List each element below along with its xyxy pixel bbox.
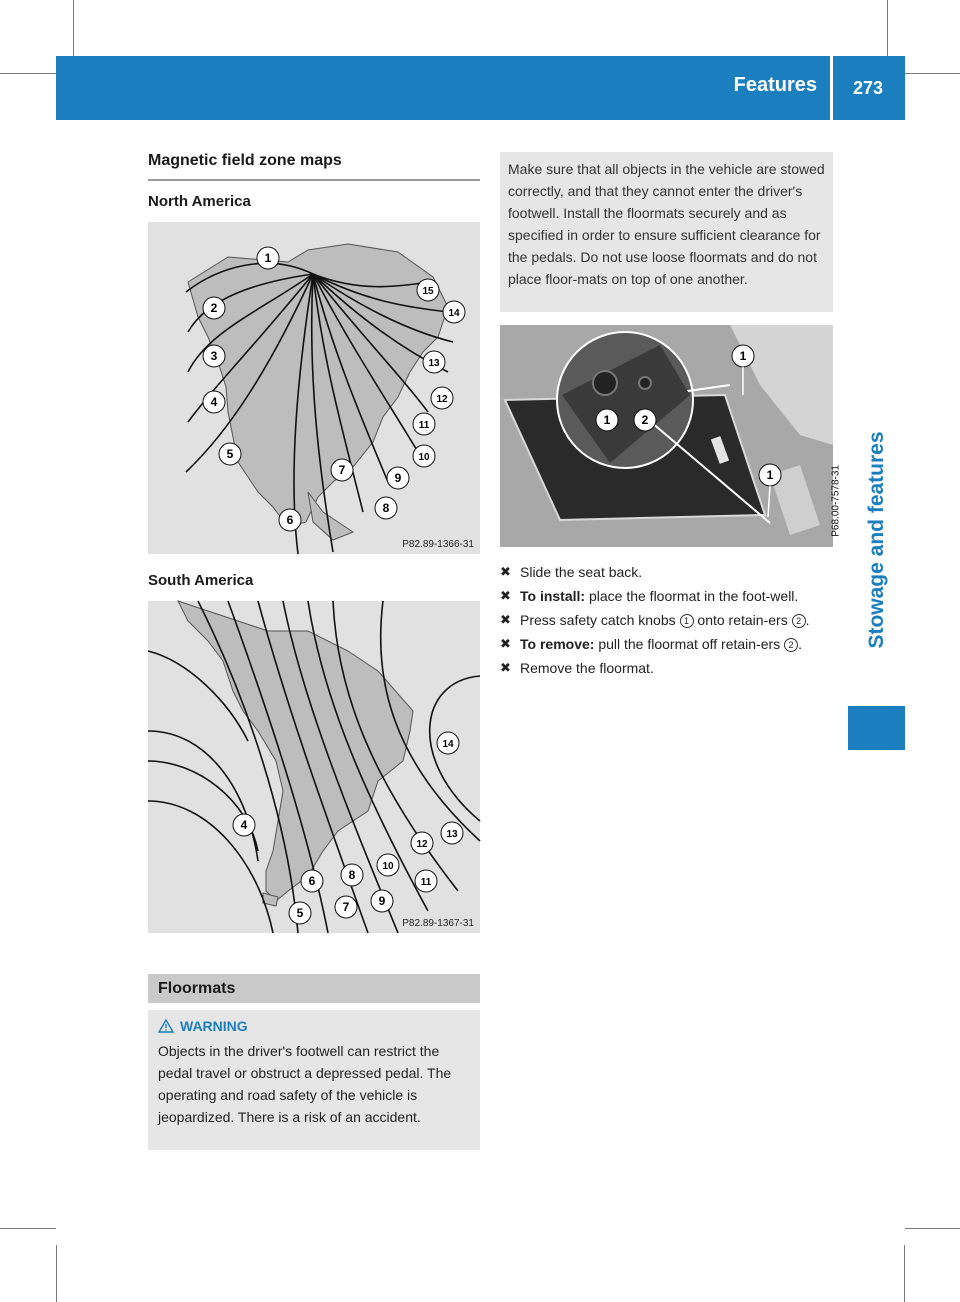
svg-text:15: 15 — [422, 286, 434, 297]
figure-code: P82.89-1366-31 — [402, 539, 474, 550]
header-divider — [830, 56, 833, 120]
zone-marker — [203, 391, 225, 413]
chapter-tab-label: Stowage and features — [864, 431, 888, 649]
south-america-heading: South America — [148, 572, 254, 589]
zone-marker — [335, 896, 357, 918]
callout-marker — [634, 409, 656, 431]
ref-marker: 1 — [680, 614, 694, 628]
section-title: Features — [733, 74, 817, 96]
crop-mark — [73, 0, 74, 56]
floormats-heading: Floormats — [148, 974, 480, 1003]
step-arrow-icon: ✖ — [500, 636, 511, 651]
zone-marker — [415, 870, 437, 892]
step-arrow-icon: ✖ — [500, 660, 511, 675]
crop-mark — [0, 1228, 56, 1229]
svg-text:8: 8 — [382, 501, 390, 515]
step-lead: To install: — [520, 588, 586, 604]
instruction-list — [500, 562, 833, 682]
figure-code: P68.00-7578-31 — [831, 465, 842, 537]
zone-marker — [431, 387, 453, 409]
zone-marker — [443, 301, 465, 323]
zone-marker — [289, 902, 311, 924]
svg-text:6: 6 — [286, 513, 294, 527]
step-arrow-icon: ✖ — [500, 612, 511, 627]
svg-text:11: 11 — [420, 877, 432, 888]
zone-marker — [411, 832, 433, 854]
svg-text:14: 14 — [442, 739, 454, 750]
svg-text:9: 9 — [378, 894, 386, 908]
zone-marker — [413, 413, 435, 435]
page-header — [56, 56, 905, 120]
ref-marker: 2 — [792, 614, 806, 628]
zone-marker — [301, 870, 323, 892]
warning-title — [158, 1018, 470, 1034]
step-text: onto retain-ers — [697, 612, 788, 628]
zone-marker — [417, 279, 439, 301]
warning-triangle-icon — [158, 1019, 174, 1033]
warning-text: Objects in the driver's footwell can restrict the pedal travel or obstruct a depressed pedal. The operating and road safety of the vehicle is jeopardized. There is a risk of an accident. — [158, 1043, 452, 1125]
svg-text:1: 1 — [766, 468, 774, 482]
svg-text:8: 8 — [348, 868, 356, 882]
zone-marker — [437, 732, 459, 754]
svg-text:7: 7 — [338, 463, 346, 477]
north-america-map — [148, 222, 480, 554]
zone-marker — [341, 864, 363, 886]
instruction-step — [500, 562, 833, 582]
zone-marker — [375, 497, 397, 519]
figure-code: P82.89-1367-31 — [402, 918, 474, 929]
warning-box — [148, 1010, 480, 1150]
svg-text:10: 10 — [418, 452, 430, 463]
south-america-map — [148, 601, 480, 933]
svg-text:3: 3 — [210, 349, 218, 363]
chapter-marker — [848, 706, 905, 750]
svg-text:2: 2 — [641, 413, 649, 427]
zone-marker — [257, 247, 279, 269]
crop-mark — [904, 1245, 905, 1302]
zone-marker — [377, 854, 399, 876]
north-america-map-drawing — [148, 222, 480, 554]
zone-marker — [331, 459, 353, 481]
zone-marker — [413, 445, 435, 467]
warning-label: WARNING — [180, 1018, 248, 1034]
crop-mark — [905, 1228, 960, 1229]
svg-text:2: 2 — [210, 301, 218, 315]
svg-text:4: 4 — [210, 395, 218, 409]
callout-marker — [759, 464, 781, 486]
north-america-heading: North America — [148, 193, 251, 210]
instruction-step — [500, 586, 833, 606]
zone-marker — [233, 814, 255, 836]
floormat-photo — [500, 325, 842, 547]
svg-text:6: 6 — [308, 874, 316, 888]
callout-marker — [732, 345, 754, 367]
svg-text:11: 11 — [418, 420, 430, 431]
section-heading: Magnetic field zone maps — [148, 152, 480, 181]
svg-text:12: 12 — [436, 394, 448, 405]
svg-text:1: 1 — [603, 413, 611, 427]
step-arrow-icon: ✖ — [500, 588, 511, 603]
instruction-step: ✖ Press safety catch knobs 1 onto retain-ers 2 . — [500, 612, 810, 628]
svg-text:14: 14 — [448, 308, 460, 319]
crop-mark — [905, 73, 960, 74]
zone-marker — [387, 467, 409, 489]
svg-text:9: 9 — [394, 471, 402, 485]
zone-marker — [203, 345, 225, 367]
zone-marker — [203, 297, 225, 319]
svg-text:13: 13 — [446, 829, 458, 840]
svg-text:10: 10 — [382, 861, 394, 872]
zone-marker — [441, 822, 463, 844]
note-box: Make sure that all objects in the vehicle are stowed correctly, and that they cannot enter the driver's footwell. Install the floormats securely and as specified in order to ensure sufficient clearance for the pedals. Do not use loose floormats and do not place floor-mats on top of one another. — [500, 152, 833, 312]
instruction-step — [500, 658, 833, 678]
step-arrow-icon: ✖ — [500, 564, 511, 579]
crop-mark — [56, 1245, 57, 1302]
svg-text:5: 5 — [296, 906, 304, 920]
zone-marker — [279, 509, 301, 531]
svg-text:1: 1 — [264, 251, 272, 265]
svg-text:12: 12 — [416, 839, 428, 850]
svg-text:4: 4 — [240, 818, 248, 832]
svg-text:5: 5 — [226, 447, 234, 461]
south-america-map-drawing — [148, 601, 480, 933]
chapter-tab — [848, 430, 905, 650]
crop-mark — [887, 0, 888, 56]
step-text: Remove the floormat. — [520, 660, 654, 676]
svg-text:7: 7 — [342, 900, 350, 914]
zone-marker — [219, 443, 241, 465]
ref-marker: 2 — [784, 638, 798, 652]
svg-text:13: 13 — [428, 358, 440, 369]
step-text: Press safety catch knobs — [520, 612, 676, 628]
crop-mark — [0, 73, 56, 74]
zone-marker — [371, 890, 393, 912]
page-number: 273 — [852, 78, 883, 98]
step-lead: To remove: — [520, 636, 595, 652]
floormat-photo-drawing — [500, 325, 833, 547]
svg-text:1: 1 — [739, 349, 747, 363]
step-text: place the floormat in the foot-well. — [588, 588, 799, 604]
step-text: pull the floormat off retain-ers — [598, 636, 781, 652]
callout-marker — [596, 409, 618, 431]
instruction-step: ✖ To remove: pull the floormat off retain-ers 2 . — [500, 636, 802, 652]
zone-marker — [423, 351, 445, 373]
step-text: Slide the seat back. — [520, 564, 643, 580]
